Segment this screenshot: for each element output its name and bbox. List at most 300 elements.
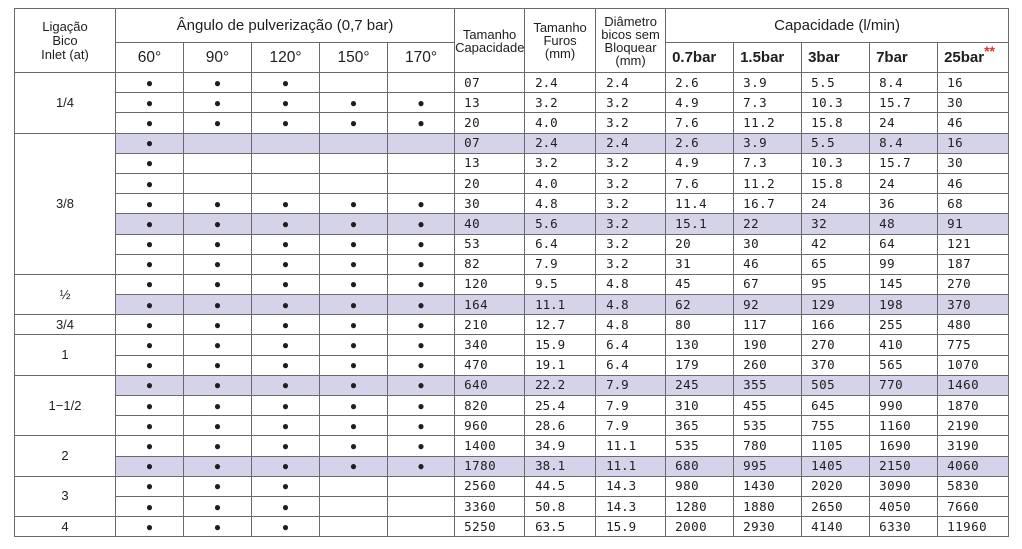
angle-availability-cell xyxy=(388,355,455,375)
capacity-value-cell: 2930 xyxy=(734,517,802,537)
capacity-size-cell: 53 xyxy=(455,234,525,254)
capacity-value-cell: 7660 xyxy=(938,496,1009,516)
availability-dot-icon: ● xyxy=(349,358,358,373)
table-row xyxy=(15,274,1009,294)
angle-availability-cell xyxy=(320,113,388,133)
capacity-value-cell: 46 xyxy=(938,173,1009,193)
angle-availability-cell xyxy=(252,194,320,214)
angle-availability-cell xyxy=(388,396,455,416)
availability-dot-icon: ● xyxy=(213,237,222,252)
nozzle-spec-table xyxy=(14,8,1009,537)
availability-dot-icon: ● xyxy=(417,115,425,130)
capacity-value-cell: 4.9 xyxy=(666,93,734,113)
capacity-value-cell: 68 xyxy=(938,194,1009,214)
angle-availability-cell xyxy=(252,416,320,436)
capacity-value-cell: 4060 xyxy=(938,456,1009,476)
angle-availability-cell xyxy=(116,214,184,234)
capacity-value-cell: 480 xyxy=(938,315,1009,335)
capacity-value-cell: 5.5 xyxy=(802,73,870,93)
angle-availability-cell xyxy=(320,496,388,516)
capacity-size-cell: 640 xyxy=(455,375,525,395)
free-passage-cell: 2.4 xyxy=(596,133,666,153)
angle-availability-cell xyxy=(252,335,320,355)
free-passage-cell: 15.9 xyxy=(596,517,666,537)
capacity-value-cell: 46 xyxy=(938,113,1009,133)
angle-availability-cell xyxy=(184,416,252,436)
angle-availability-cell xyxy=(320,214,388,234)
availability-dot-icon: ● xyxy=(213,499,222,514)
capacity-size-cell: 120 xyxy=(455,274,525,294)
angle-availability-cell xyxy=(116,456,184,476)
capacity-value-cell: 145 xyxy=(870,274,938,294)
orifice-size-cell: 4.0 xyxy=(525,113,596,133)
free-passage-cell: 2.4 xyxy=(596,73,666,93)
capacity-value-cell: 16 xyxy=(938,133,1009,153)
capacity-value-cell: 2650 xyxy=(802,496,870,516)
free-passage-cell: 7.9 xyxy=(596,396,666,416)
capacity-value-cell: 535 xyxy=(734,416,802,436)
angle-availability-cell xyxy=(252,93,320,113)
orifice-size-cell: 38.1 xyxy=(525,456,596,476)
inlet-size-cell: 3 xyxy=(15,476,116,516)
angle-availability-cell xyxy=(388,496,455,516)
angle-availability-cell xyxy=(184,113,252,133)
angle-availability-cell xyxy=(116,315,184,335)
capacity-value-cell: 2.6 xyxy=(666,73,734,93)
capacity-size-cell: 07 xyxy=(455,73,525,93)
free-passage-cell: 3.2 xyxy=(596,254,666,274)
angle-availability-cell xyxy=(388,73,455,93)
availability-dot-icon: ● xyxy=(145,95,154,110)
capacity-value-cell: 980 xyxy=(666,476,734,496)
availability-dot-icon: ● xyxy=(417,297,425,312)
capacity-value-cell: 1070 xyxy=(938,355,1009,375)
angle-availability-cell xyxy=(184,173,252,193)
angle-availability-cell xyxy=(388,274,455,294)
availability-dot-icon: ● xyxy=(145,358,154,373)
capacity-value-cell: 370 xyxy=(938,295,1009,315)
header-tamanho-furos-line-2: Furos xyxy=(543,33,577,48)
angle-availability-cell xyxy=(184,335,252,355)
free-passage-cell: 6.4 xyxy=(596,355,666,375)
availability-dot-icon: ● xyxy=(213,196,222,211)
orifice-size-cell: 5.6 xyxy=(525,214,596,234)
availability-dot-icon: ● xyxy=(145,338,154,353)
angle-availability-cell xyxy=(116,375,184,395)
capacity-value-cell: 680 xyxy=(666,456,734,476)
availability-dot-icon: ● xyxy=(281,95,290,110)
table-row xyxy=(15,173,1009,193)
availability-dot-icon: ● xyxy=(417,459,425,474)
availability-dot-icon: ● xyxy=(349,277,358,292)
capacity-value-cell: 995 xyxy=(734,456,802,476)
angle-availability-cell xyxy=(116,335,184,355)
header-ligacao-line-1: Ligação xyxy=(42,18,88,34)
availability-dot-icon: ● xyxy=(213,378,222,393)
capacity-value-cell: 11.2 xyxy=(734,173,802,193)
inlet-size-cell: 1 xyxy=(15,335,116,375)
header-diametro-line-2: bicos sem xyxy=(601,26,660,42)
availability-dot-icon: ● xyxy=(145,519,154,534)
angle-availability-cell xyxy=(320,153,388,173)
header-ligacao-line-2: Bico xyxy=(52,32,78,48)
capacity-value-cell: 65 xyxy=(802,254,870,274)
capacity-value-cell: 2.6 xyxy=(666,133,734,153)
header-diametro-line-4: (mm) xyxy=(615,52,646,68)
availability-dot-icon: ● xyxy=(281,398,290,413)
capacity-size-cell: 1780 xyxy=(455,456,525,476)
capacity-value-cell: 255 xyxy=(870,315,938,335)
angle-availability-cell xyxy=(252,274,320,294)
angle-availability-cell xyxy=(388,476,455,496)
capacity-size-cell: 210 xyxy=(455,315,525,335)
availability-dot-icon: ● xyxy=(349,95,358,110)
capacity-value-cell: 15.1 xyxy=(666,214,734,234)
angle-availability-cell xyxy=(252,517,320,537)
capacity-value-cell: 775 xyxy=(938,335,1009,355)
angle-availability-cell xyxy=(388,173,455,193)
availability-dot-icon: ● xyxy=(145,156,154,171)
capacity-size-cell: 13 xyxy=(455,153,525,173)
capacity-value-cell: 11.4 xyxy=(666,194,734,214)
capacity-value-cell: 45 xyxy=(666,274,734,294)
availability-dot-icon: ● xyxy=(145,499,154,514)
free-passage-cell: 3.2 xyxy=(596,113,666,133)
orifice-size-cell: 15.9 xyxy=(525,335,596,355)
angle-availability-cell xyxy=(252,133,320,153)
table-row xyxy=(15,335,1009,355)
availability-dot-icon: ● xyxy=(281,75,290,90)
angle-availability-cell xyxy=(116,173,184,193)
availability-dot-icon: ● xyxy=(145,317,154,332)
header-tamanho-capacidade-line-1: Tamanho xyxy=(462,26,517,42)
header-capacity: Capacidade (l/min) xyxy=(666,9,1009,43)
availability-dot-icon: ● xyxy=(281,479,290,494)
capacity-value-cell: 1870 xyxy=(938,396,1009,416)
capacity-value-cell: 2150 xyxy=(870,456,938,476)
orifice-size-cell: 2.4 xyxy=(525,133,596,153)
table-row xyxy=(15,153,1009,173)
free-passage-cell: 14.3 xyxy=(596,496,666,516)
angle-availability-cell xyxy=(116,153,184,173)
table-row xyxy=(15,396,1009,416)
capacity-value-cell: 187 xyxy=(938,254,1009,274)
inlet-size-cell: 4 xyxy=(15,517,116,537)
capacity-value-cell: 4140 xyxy=(802,517,870,537)
angle-availability-cell xyxy=(252,315,320,335)
capacity-size-cell: 07 xyxy=(455,133,525,153)
capacity-value-cell: 36 xyxy=(870,194,938,214)
availability-dot-icon: ● xyxy=(417,338,425,353)
angle-availability-cell xyxy=(320,517,388,537)
capacity-value-cell: 3.9 xyxy=(734,73,802,93)
capacity-value-cell: 245 xyxy=(666,375,734,395)
availability-dot-icon: ● xyxy=(281,519,290,534)
angle-availability-cell xyxy=(320,274,388,294)
angle-availability-cell xyxy=(184,315,252,335)
orifice-size-cell: 6.4 xyxy=(525,234,596,254)
capacity-value-cell: 24 xyxy=(870,173,938,193)
capacity-size-cell: 470 xyxy=(455,355,525,375)
angle-availability-cell xyxy=(184,476,252,496)
capacity-value-cell: 30 xyxy=(938,93,1009,113)
table-row xyxy=(15,456,1009,476)
inlet-size-cell: 1/4 xyxy=(15,73,116,134)
angle-availability-cell xyxy=(184,153,252,173)
availability-dot-icon: ● xyxy=(417,317,425,332)
angle-availability-cell xyxy=(320,93,388,113)
availability-dot-icon: ● xyxy=(213,459,222,474)
capacity-size-cell: 5250 xyxy=(455,517,525,537)
availability-dot-icon: ● xyxy=(349,459,358,474)
table-row xyxy=(15,315,1009,335)
availability-dot-icon: ● xyxy=(145,297,154,312)
angle-availability-cell xyxy=(320,194,388,214)
capacity-value-cell: 505 xyxy=(802,375,870,395)
angle-availability-cell xyxy=(252,214,320,234)
header-pressure-1-5: 1.5bar xyxy=(734,43,802,73)
capacity-value-cell: 22 xyxy=(734,214,802,234)
orifice-size-cell: 2.4 xyxy=(525,73,596,93)
capacity-value-cell: 2020 xyxy=(802,476,870,496)
angle-availability-cell xyxy=(116,133,184,153)
capacity-value-cell: 1105 xyxy=(802,436,870,456)
capacity-value-cell: 20 xyxy=(666,234,734,254)
table-row xyxy=(15,295,1009,315)
table-row xyxy=(15,194,1009,214)
orifice-size-cell: 3.2 xyxy=(525,153,596,173)
availability-dot-icon: ● xyxy=(145,459,154,474)
header-tamanho-capacidade xyxy=(455,9,525,73)
availability-dot-icon: ● xyxy=(349,297,358,312)
availability-dot-icon: ● xyxy=(281,216,290,231)
capacity-value-cell: 95 xyxy=(802,274,870,294)
header-ligacao-line-3: Inlet (at) xyxy=(41,46,89,62)
free-passage-cell: 3.2 xyxy=(596,214,666,234)
availability-dot-icon: ● xyxy=(349,438,358,453)
capacity-value-cell: 770 xyxy=(870,375,938,395)
angle-availability-cell xyxy=(320,416,388,436)
availability-dot-icon: ● xyxy=(213,398,222,413)
capacity-value-cell: 3190 xyxy=(938,436,1009,456)
orifice-size-cell: 50.8 xyxy=(525,496,596,516)
availability-dot-icon: ● xyxy=(145,257,154,272)
capacity-value-cell: 3.9 xyxy=(734,133,802,153)
table-row xyxy=(15,517,1009,537)
angle-availability-cell xyxy=(252,456,320,476)
availability-dot-icon: ● xyxy=(145,115,154,130)
capacity-value-cell: 92 xyxy=(734,295,802,315)
capacity-size-cell: 13 xyxy=(455,93,525,113)
capacity-value-cell: 410 xyxy=(870,335,938,355)
header-diametro-line-3: Bloquear xyxy=(604,39,657,55)
header-tamanho-furos-line-3: (mm) xyxy=(544,46,576,61)
capacity-value-cell: 1160 xyxy=(870,416,938,436)
angle-availability-cell xyxy=(116,274,184,294)
availability-dot-icon: ● xyxy=(281,418,290,433)
availability-dot-icon: ● xyxy=(281,438,290,453)
angle-availability-cell xyxy=(388,133,455,153)
availability-dot-icon: ● xyxy=(417,378,425,393)
angle-availability-cell xyxy=(184,496,252,516)
angle-availability-cell xyxy=(116,113,184,133)
availability-dot-icon: ● xyxy=(281,297,290,312)
free-passage-cell: 14.3 xyxy=(596,476,666,496)
capacity-value-cell: 198 xyxy=(870,295,938,315)
availability-dot-icon: ● xyxy=(349,398,358,413)
capacity-value-cell: 67 xyxy=(734,274,802,294)
capacity-value-cell: 4050 xyxy=(870,496,938,516)
capacity-size-cell: 20 xyxy=(455,113,525,133)
angle-availability-cell xyxy=(184,436,252,456)
availability-dot-icon: ● xyxy=(417,196,425,211)
header-tamanho-capacidade-line-2: Capacidade xyxy=(455,39,525,55)
availability-dot-icon: ● xyxy=(281,358,290,373)
availability-dot-icon: ● xyxy=(145,438,154,453)
free-passage-cell: 3.2 xyxy=(596,234,666,254)
angle-availability-cell xyxy=(320,375,388,395)
orifice-size-cell: 28.6 xyxy=(525,416,596,436)
free-passage-cell: 4.8 xyxy=(596,295,666,315)
capacity-value-cell: 1690 xyxy=(870,436,938,456)
table-row xyxy=(15,416,1009,436)
orifice-size-cell: 7.9 xyxy=(525,254,596,274)
availability-dot-icon: ● xyxy=(213,418,222,433)
angle-availability-cell xyxy=(388,194,455,214)
orifice-size-cell: 19.1 xyxy=(525,355,596,375)
angle-availability-cell xyxy=(320,133,388,153)
capacity-value-cell: 42 xyxy=(802,234,870,254)
angle-availability-cell xyxy=(184,73,252,93)
capacity-value-cell: 5.5 xyxy=(802,133,870,153)
header-angle-120: 120° xyxy=(252,43,320,73)
availability-dot-icon: ● xyxy=(349,378,358,393)
capacity-value-cell: 121 xyxy=(938,234,1009,254)
availability-dot-icon: ● xyxy=(213,479,222,494)
capacity-value-cell: 8.4 xyxy=(870,133,938,153)
angle-availability-cell xyxy=(116,355,184,375)
capacity-value-cell: 7.6 xyxy=(666,113,734,133)
angle-availability-cell xyxy=(388,335,455,355)
availability-dot-icon: ● xyxy=(417,237,425,252)
availability-dot-icon: ● xyxy=(281,317,290,332)
angle-availability-cell xyxy=(116,496,184,516)
capacity-value-cell: 6330 xyxy=(870,517,938,537)
capacity-value-cell: 15.7 xyxy=(870,93,938,113)
capacity-value-cell: 10.3 xyxy=(802,153,870,173)
angle-availability-cell xyxy=(184,456,252,476)
orifice-size-cell: 3.2 xyxy=(525,93,596,113)
capacity-value-cell: 7.3 xyxy=(734,153,802,173)
capacity-size-cell: 820 xyxy=(455,396,525,416)
availability-dot-icon: ● xyxy=(349,317,358,332)
angle-availability-cell xyxy=(388,375,455,395)
free-passage-cell: 4.8 xyxy=(596,274,666,294)
angle-availability-cell xyxy=(320,173,388,193)
angle-availability-cell xyxy=(184,194,252,214)
capacity-size-cell: 30 xyxy=(455,194,525,214)
angle-availability-cell xyxy=(116,476,184,496)
angle-availability-cell xyxy=(320,436,388,456)
free-passage-cell: 6.4 xyxy=(596,335,666,355)
angle-availability-cell xyxy=(320,73,388,93)
capacity-value-cell: 1430 xyxy=(734,476,802,496)
angle-availability-cell xyxy=(388,416,455,436)
angle-availability-cell xyxy=(252,153,320,173)
angle-availability-cell xyxy=(184,234,252,254)
inlet-size-cell: 3/8 xyxy=(15,133,116,274)
availability-dot-icon: ● xyxy=(145,136,154,151)
header-pressure-25-label: 25bar xyxy=(944,49,985,66)
capacity-value-cell: 370 xyxy=(802,355,870,375)
angle-availability-cell xyxy=(252,436,320,456)
capacity-value-cell: 1405 xyxy=(802,456,870,476)
angle-availability-cell xyxy=(388,517,455,537)
angle-availability-cell xyxy=(184,375,252,395)
capacity-value-cell: 2190 xyxy=(938,416,1009,436)
free-passage-cell: 11.1 xyxy=(596,436,666,456)
free-passage-cell: 3.2 xyxy=(596,173,666,193)
capacity-value-cell: 10.3 xyxy=(802,93,870,113)
angle-availability-cell xyxy=(320,234,388,254)
orifice-size-cell: 11.1 xyxy=(525,295,596,315)
availability-dot-icon: ● xyxy=(417,418,425,433)
orifice-size-cell: 22.2 xyxy=(525,375,596,395)
angle-availability-cell xyxy=(388,153,455,173)
availability-dot-icon: ● xyxy=(417,398,425,413)
availability-dot-icon: ● xyxy=(145,176,154,191)
capacity-value-cell: 24 xyxy=(870,113,938,133)
inlet-size-cell: 2 xyxy=(15,436,116,476)
angle-availability-cell xyxy=(252,476,320,496)
availability-dot-icon: ● xyxy=(281,196,290,211)
capacity-value-cell: 7.6 xyxy=(666,173,734,193)
capacity-value-cell: 15.7 xyxy=(870,153,938,173)
capacity-value-cell: 355 xyxy=(734,375,802,395)
availability-dot-icon: ● xyxy=(349,196,358,211)
angle-availability-cell xyxy=(116,254,184,274)
availability-dot-icon: ● xyxy=(213,216,222,231)
angle-availability-cell xyxy=(320,315,388,335)
availability-dot-icon: ● xyxy=(281,378,290,393)
capacity-value-cell: 16 xyxy=(938,73,1009,93)
header-angle-170: 170° xyxy=(388,43,455,73)
table-header xyxy=(15,9,1009,73)
capacity-value-cell: 64 xyxy=(870,234,938,254)
angle-availability-cell xyxy=(388,254,455,274)
angle-availability-cell xyxy=(184,254,252,274)
orifice-size-cell: 4.8 xyxy=(525,194,596,214)
free-passage-cell: 4.8 xyxy=(596,315,666,335)
header-angle-150: 150° xyxy=(320,43,388,73)
capacity-value-cell: 565 xyxy=(870,355,938,375)
angle-availability-cell xyxy=(184,517,252,537)
capacity-value-cell: 3090 xyxy=(870,476,938,496)
capacity-value-cell: 780 xyxy=(734,436,802,456)
availability-dot-icon: ● xyxy=(281,115,290,130)
angle-availability-cell xyxy=(252,396,320,416)
availability-dot-icon: ● xyxy=(281,257,290,272)
angle-availability-cell xyxy=(388,456,455,476)
capacity-value-cell: 117 xyxy=(734,315,802,335)
table-row xyxy=(15,113,1009,133)
capacity-value-cell: 16.7 xyxy=(734,194,802,214)
capacity-value-cell: 179 xyxy=(666,355,734,375)
orifice-size-cell: 25.4 xyxy=(525,396,596,416)
angle-availability-cell xyxy=(184,214,252,234)
availability-dot-icon: ● xyxy=(349,338,358,353)
capacity-value-cell: 1880 xyxy=(734,496,802,516)
